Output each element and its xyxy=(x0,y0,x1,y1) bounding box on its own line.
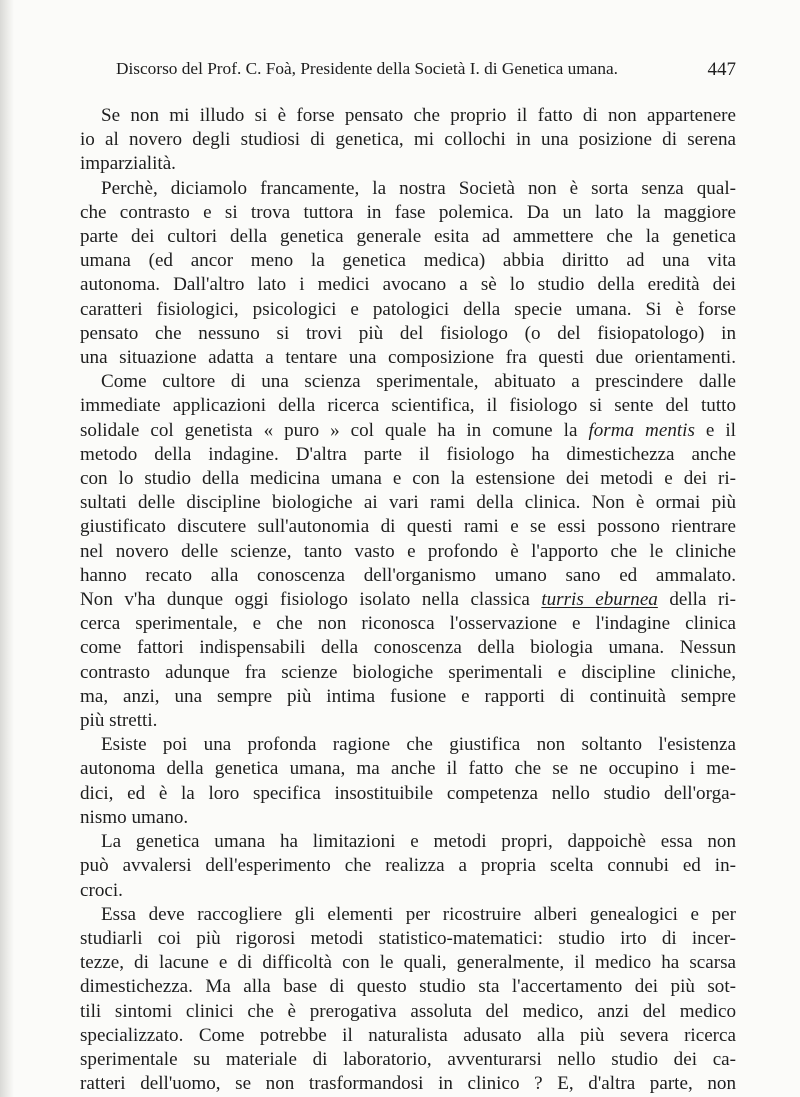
text-line: Perchè, diciamolo francamente, la nostra Società non è sorta senza qual- xyxy=(101,177,736,199)
text-line: io al novero degli studiosi di genetica, mi collochi in una posizione di serena xyxy=(80,129,736,151)
page-number: 447 xyxy=(707,59,736,80)
text-line: caratteri fisiologici, psicologici e patologici della specie umana. Si è forse xyxy=(80,298,736,320)
text-line: Se non mi illudo si è forse pensato che proprio il fatto di non appartenere xyxy=(101,105,736,126)
text-line: dici, ed è la loro specifica insostituibile competenza nello studio dell'orga- xyxy=(80,782,736,804)
text-fragment: della ri- xyxy=(657,589,736,611)
text-line: tezze, di lacune e di difficoltà con le quali, generalmente, il medico ha scarsa xyxy=(80,952,736,974)
text-line: immediate applicazioni della ricerca scientifica, il fisiologo si sente del tutto xyxy=(80,395,736,417)
text-line: nel novero delle scienze, tanto vasto e profondo è l'apporto che le cliniche xyxy=(80,540,736,562)
paragraph-4 xyxy=(80,733,736,830)
text-fragment: Non v'ha dunque oggi fisiologo isolato nella classica xyxy=(80,589,530,611)
page-edge-shadow xyxy=(0,0,14,1097)
text-line-with-italic xyxy=(80,588,736,612)
text-line: specializzato. Come potrebbe il naturalista adusato alla più severa ricerca xyxy=(80,1024,736,1046)
text-fragment: solidale col genetista « puro » col quale ha in comune la xyxy=(80,419,578,441)
text-line: autonoma della genetica umana, ma anche il fatto che se ne occupino i me- xyxy=(80,758,736,780)
text-line: ma, anzi, una sempre più intima fusione e rapporti di continuità sempre xyxy=(80,685,736,707)
text-line-with-italic xyxy=(80,419,736,443)
text-line: cerca sperimentale, e che non riconosca l'osservazione e l'indagine clinica xyxy=(80,613,736,635)
paragraph-3 xyxy=(80,370,736,733)
text-line: tili sintomi clinici che è prerogativa assoluta del medico, anzi del medico xyxy=(80,1000,736,1022)
text-line: studiarli coi più rigorosi metodi statistico-matematici: studio irto di incer- xyxy=(80,927,736,949)
text-line: parte dei cultori della genetica generale esita ad ammettere che la genetica xyxy=(80,226,736,248)
text-line: con lo studio della medicina umana e con la estensione dei metodi e dei ri- xyxy=(80,468,736,490)
text-line: Essa deve raccogliere gli elementi per ricostruire alberi genealogici e per xyxy=(101,903,736,925)
text-line: contrasto adunque fra scienze biologiche sperimentali e discipline cliniche, xyxy=(80,661,736,683)
paragraph-2 xyxy=(80,177,736,371)
running-header xyxy=(116,59,736,85)
text-line: La genetica umana ha limitazioni e metodi propri, dappoichè essa non xyxy=(101,831,736,853)
text-line: nismo umano. xyxy=(80,806,189,828)
text-line: croci. xyxy=(80,879,123,901)
text-line: imparzialità. xyxy=(80,153,176,175)
text-line: hanno recato alla conoscenza dell'organismo umano sano ed ammalato. xyxy=(80,564,736,586)
text-line: autonoma. Dall'altro lato i medici avocano a sè lo studio della eredità dei xyxy=(80,274,736,296)
text-line: dimestichezza. Ma alla base di questo studio sta l'accertamento dei più sot- xyxy=(80,976,736,998)
text-line: che contrasto e si trova tuttora in fase polemica. Da un lato la maggiore xyxy=(80,201,736,223)
paragraph-5 xyxy=(80,830,736,903)
text-line: ratteri dell'uomo, se non trasformandosi in clinico ? E, d'altra parte, non xyxy=(80,1073,736,1095)
text-line: può avvalersi dell'esperimento che realizza a propria scelta connubi ed in- xyxy=(80,855,736,877)
paragraph-1 xyxy=(80,104,736,177)
text-line: più stretti. xyxy=(80,710,158,732)
text-line: Come cultore di una scienza sperimentale, abituato a prescindere dalle xyxy=(101,371,736,393)
running-title: Discorso del Prof. C. Foà, Presidente della Società I. di Genetica umana. xyxy=(116,59,618,78)
text-line: Esiste poi una profonda ragione che giustifica non soltanto l'esistenza xyxy=(101,734,736,756)
text-line: giustificato discutere sull'autonomia di questi rami e se essi possono rientrare xyxy=(80,516,736,538)
body-text xyxy=(80,104,736,1096)
text-line: metodo della indagine. D'altra parte il fisiologo ha dimestichezza anche xyxy=(80,443,736,465)
text-line: sultati delle discipline biologiche ai vari rami della clinica. Non è ormai più xyxy=(80,492,736,514)
italic-term-turris-eburnea: turris eburnea xyxy=(541,589,658,611)
text-line: sperimentale su materiale di laboratorio, avventurarsi nello studio dei ca- xyxy=(80,1048,736,1070)
text-line: pensato che nessuno si trovi più del fisiologo (o del fisiopatologo) in xyxy=(80,322,736,344)
italic-term-forma-mentis: forma mentis xyxy=(588,419,695,441)
paragraph-6 xyxy=(80,903,736,1097)
text-line: umana (ed ancor meno la genetica medica) abbia diritto ad una vita xyxy=(80,250,736,272)
text-fragment: e il xyxy=(694,419,736,441)
text-line: come fattori indispensabili della conoscenza della biologia umana. Nessun xyxy=(80,637,736,659)
text-line: una situazione adatta a tentare una composizione fra questi due orientamenti. xyxy=(80,347,736,369)
